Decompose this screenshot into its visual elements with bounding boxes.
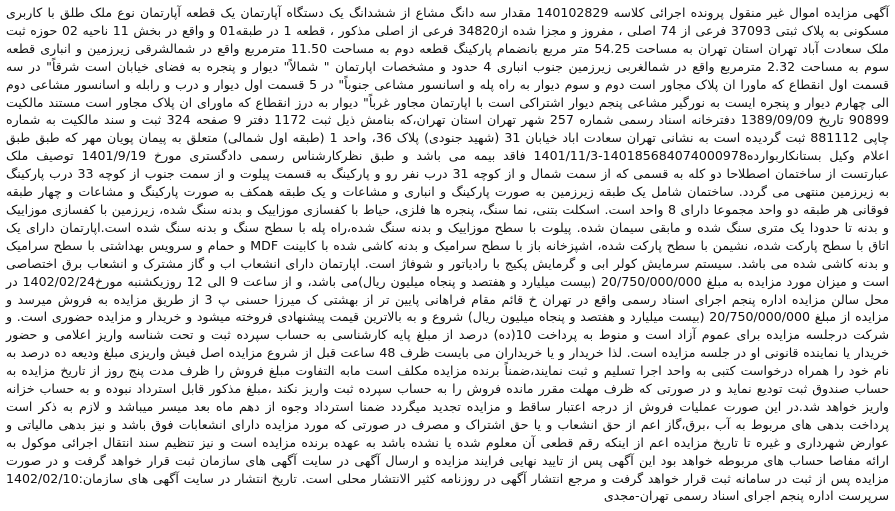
auction-notice-text: آگهی مزایده اموال غیر منقول پرونده اجرائی کلاسه 140102829 مقدار سه دانگ مشاع از ششدانگ یک دستگاه آپارتمان یک قطعه آپارتمان نوع ملک طلق با کاربری مسکونی به پلاک ثبتی 37093 فرعی از 74 اصلی ، مفروز و مجزا شده از34820 فرعی از اصلی مذکور ، قطعه 1 در طبقه01 و واقع در بخش 11 ناحیه 02 حوزه ثبت ملک سعادت آباد تهران استان تهران به مساحت 54.25 متر مربع بانضمام پارکینگ قطعه دوم به مساحت 11.50 مترمربع واقع در شمالشرقی زیرزمین و انباری قطعه سوم به مساحت 2.32 مترمربع واقع در شمالغربی زیرزمین جنوب انباری 4 حدود و مشخصات اپارتمان " شمالاً" دیوار و پنجره به فضای خیابان است شرقاً" در سه قسمت اول انقطاع که ماورا ان پلاک مجاور است دوم و سوم دیوار به راه پله و اسانسور مشاعی جنوباً" در 5 قسمت اول دیوار و درب و رابله و اسانسور مشاعی دوم الی چهارم دیوار و پنجره ایست به نورگیر مشاعی پنجم دیوار اشتراکی است با اپارتمان مجاور غرباً" دیوار به درز انقطاع که ماورای ان پلاک مجاور است مستند مالکیت 90899 تاریخ 1389/09/09 دفترخانه اسناد رسمی شماره 257 شهر تهران استان تهران،که بنامش ذیل ثبت 1172 دفتر 9 صفحه 324 ثبت و سند مالکیت به شماره چاپی 881112 ثبت گردیده است به نشانی تهران سعادت اباد خیابان 31 (شهید جنودی) پلاک 36، واحد 1 (طبقه اول شمالی) متعلق به پیمان پویان مهر که طبق طبق اعلام وکیل بستانکاربوارده140185684074000978-1401/11/3 فاقد بیمه می باشد و طبق نظرکارشناس رسمی دادگستری مورخ 1401/9/19 توصیف ملک عبارتست از ساختمان اصطلاحا دو کله به قسمی که از سمت شمال و از کوچه 31 درب نفر رو و پارکینگ به قسمت پیلوت و از سمت جنوب از کوچه 33 درب پارکینگ به زیرزمین منتهی می گردد. ساختمان شامل یک طبقه زیرزمین به صورت پارکینگ و انباری و مشاعات و یک طبقه همکف به صورت پارکینگ و مشاعات و چهار طبقه فوقانی هر طبقه دو واحد مجموعا دارای 8 واحد است. اسکلت بتنی، نما سنگ، پنجره ها فلزی، حیاط با کفسازی موزاییک و بدنه سنگ شده، زیرزمین با کفسازی موزاییک و بدنه تا حدودا یک متری سنگ شده و مابقی سیمان شده. پیلوت با سطح موزاییک و بدنه سنگ شده،راه پله با سطح سنگ و بدنه سنگ شده است.اپارتمان دارای یک اتاق با سطح پارکت شده، نشیمن با سطح پارکت شده، اشپزخانه باز با سطح سرامیک و بدنه کاشی شده با کابینت MDF و حمام و سرویس بهداشتی با سطح سرامیک و بدنه کاشی شده می باشد. سیستم سرمایش کولر ابی و گرمایش پکیج با رادیاتور و شوفاژ است. اپارتمان دارای انشعاب اب و گاز مشترک و انشعاب برق اختصاصی است و میزان مورد مزایده به مبلغ 20/750/000/000 (بیست میلیارد و هفتصد و پنجاه میلیون ریال)می باشد، و از ساعت 9 الی 12 روزیکشنبه مورخ1402/02/24 در محل سالن مزایده اداره پنجم اجرای اسناد رسمی واقع در تهران خ قائم مقام فراهانی پایین تر از بهشتی ک میرزا حسنی پ 3 از طریق مزایده به فروش میرسد و مزایده از مبلغ 20/750/000/000 (بیست میلیارد و هفتصد و پنجاه میلیون ریال) شروع و به بالاترین قیمت پیشنهادی فروخته میشود و خریدار و مزایده حضوری است. و شرکت درجلسه مزایده برای عموم آزاد است و منوط به پرداخت 10(ده) درصد از مبلغ پایه کارشناسی به حساب سپرده ثبت و تحت شناسه واریز اعلامی و حضور خریدار یا نماینده قانونی او در جلسه مزایده است. لذا خریدار و یا خریداران می بایست ظرف 48 ساعت قبل از شروع مزایده اصل فیش واریزی مبلغ ودیعه ده درصد به نام خود را همراه درخواست کتبی به واحد اجرا تسلیم و ثبت نمایند،ضمناً برنده مزایده مکلف است مابه التفاوت مبلغ فروش را ظرف مدت پنج روز از تاریخ مزایده به حساب صندوق ثبت تودیع نماید و در صورتی که ظرف مهلت مقرر مانده فروش را به حساب سپرده ثبت واریز نکند ،مبلغ مذکور قابل استرداد نبوده و به حساب خزانه واریز خواهد شد.در این صورت عملیات فروش از درجه اعتبار ساقط و مزایده تجدید میگردد ضمنا استرداد وجوه از دهم ماه بعد میسر میباشد و لازم به ذکر است پرداخت بدهی های مربوط به آب ،برق،گاز اعم از حق انشعاب و یا حق اشتراک و مصرف در صورتی که مورد مزایده دارای انشعابات فوق باشد و نیز بدهی مالیاتی و عوارض شهرداری و غیره تا تاریخ مزایده اعم از اینکه رقم قطعی آن معلوم شده یا نشده باشد به عهده برنده مزایده است و نیز تنظیم سند انتقال اجرائی موکول به ارائه مفاصا حساب های مربوطه خواهد بود این آگهی پس از تایید نهایی فرایند مزایده و ارسال آگهی در سایت آگهی های سازمان ثبت قرار خواهد گرفت و در صورت مزایده پس از ثبت در سامانه ثبت قرار خواهد گرفت و مرجع انتشار آگهی در روزنامه کثیر الانتشار محلی است. تاریخ انتشار در سایت آگهی های سازمان:1402/02/10 سرپرست اداره پنجم اجرای اسناد رسمی تهران-مجدی — [6, 5, 890, 504]
